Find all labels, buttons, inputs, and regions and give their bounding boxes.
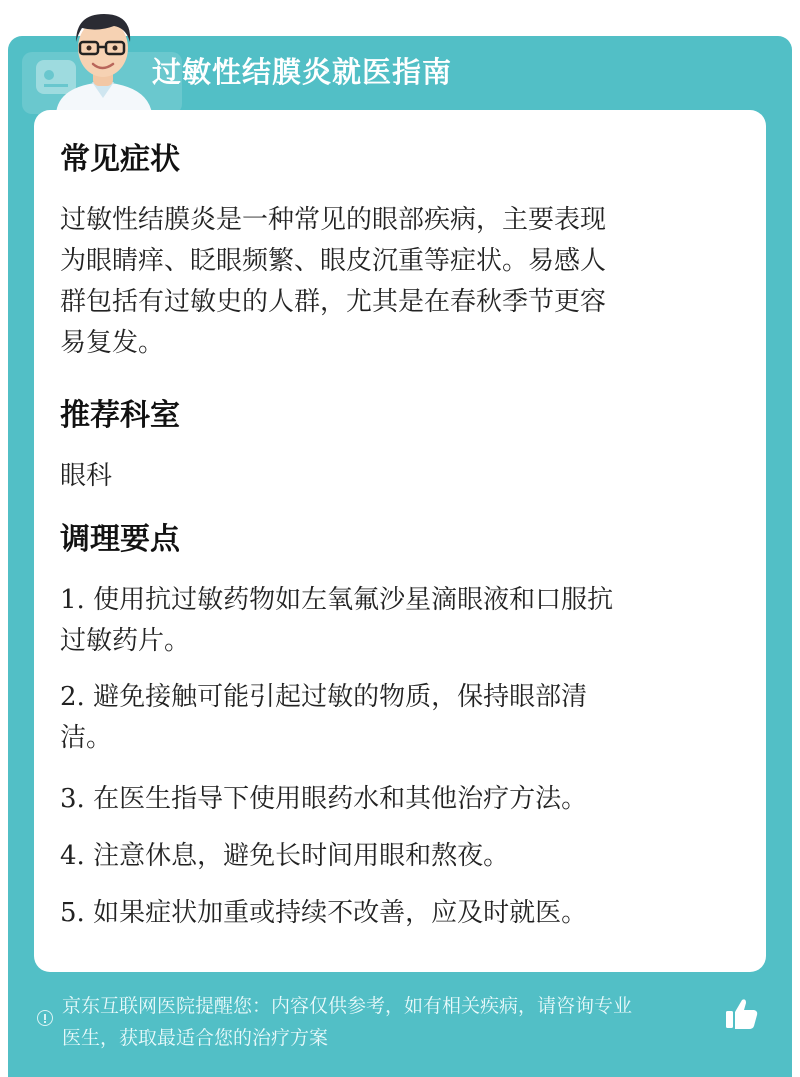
list-item bbox=[60, 779, 732, 820]
list-item bbox=[60, 580, 732, 662]
list-number: 5. bbox=[60, 898, 85, 928]
symptoms-text bbox=[60, 200, 732, 364]
list-number: 3. bbox=[60, 784, 85, 814]
care-heading: 调理要点 bbox=[60, 522, 180, 557]
page-title: 过敏性结膜炎就医指南 bbox=[152, 55, 453, 89]
list-number: 2. bbox=[60, 682, 85, 712]
list-number: 4. bbox=[60, 841, 85, 871]
list-item bbox=[60, 836, 732, 877]
list-item bbox=[60, 893, 732, 934]
content-card bbox=[34, 110, 766, 972]
disclaimer-line: 医生，获取最适合您的治疗方案 bbox=[62, 1027, 329, 1049]
list-text: 在医生指导下使用眼药水和其他治疗方法。 bbox=[93, 784, 588, 814]
list-text: 避免接触可能引起过敏的物质，保持眼部清 bbox=[93, 682, 588, 712]
symptoms-line: 过敏性结膜炎是一种常见的眼部疾病，主要表现 bbox=[60, 205, 607, 235]
symptoms-line: 易复发。 bbox=[60, 328, 165, 358]
symptoms-heading: 常见症状 bbox=[60, 142, 180, 177]
doctor-avatar bbox=[48, 6, 158, 114]
list-text: 如果症状加重或持续不改善，应及时就医。 bbox=[93, 898, 588, 928]
thumbs-up-icon[interactable] bbox=[722, 996, 760, 1032]
disclaimer bbox=[62, 990, 726, 1054]
info-icon bbox=[37, 1010, 53, 1026]
disclaimer-line: 京东互联网医院提醒您：内容仅供参考，如有相关疾病，请咨询专业 bbox=[62, 995, 633, 1017]
list-text: 使用抗过敏药物如左氧氟沙星滴眼液和口服抗 bbox=[93, 585, 614, 615]
list-number: 1. bbox=[60, 585, 85, 615]
list-item bbox=[60, 677, 732, 759]
department-heading: 推荐科室 bbox=[60, 398, 180, 433]
symptoms-line: 群包括有过敏史的人群，尤其是在春秋季节更容 bbox=[60, 287, 607, 317]
department-value: 眼科 bbox=[60, 461, 113, 491]
list-text: 注意休息，避免长时间用眼和熬夜。 bbox=[93, 841, 510, 871]
list-text: 洁。 bbox=[60, 723, 113, 753]
list-text: 过敏药片。 bbox=[60, 626, 191, 656]
symptoms-line: 为眼睛痒、眨眼频繁、眼皮沉重等症状。易感人 bbox=[60, 246, 607, 276]
